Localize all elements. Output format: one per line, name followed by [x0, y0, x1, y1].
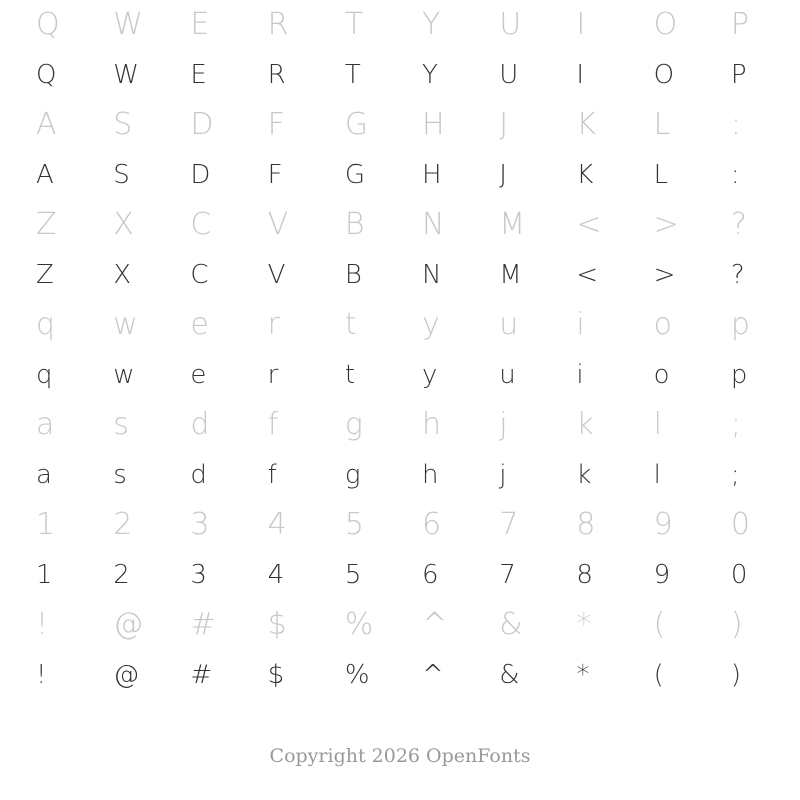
glyph-cell: #	[190, 607, 216, 642]
glyph-cell: ^	[422, 660, 444, 690]
glyph-cell: 9	[653, 507, 673, 542]
glyph-cell: I	[576, 60, 585, 90]
glyph-cell: K	[576, 107, 597, 142]
glyph-row	[14, 250, 786, 300]
glyph-cell: A	[36, 107, 57, 142]
glyph-cell: J	[499, 160, 507, 190]
glyph-cell: U	[499, 60, 519, 90]
glyph-cell: )	[730, 607, 743, 642]
copyright-notice: Copyright 2026 OpenFonts	[269, 745, 531, 767]
glyph-cell: 2	[113, 560, 130, 590]
glyph-row	[14, 300, 786, 350]
glyph-cell: T	[344, 7, 364, 42]
glyph-row	[14, 150, 786, 200]
glyph-cell: d	[190, 460, 207, 490]
glyph-cell: I	[576, 7, 586, 42]
glyph-cell: $	[267, 607, 287, 642]
glyph-cell: 0	[730, 507, 750, 542]
glyph-row	[14, 200, 786, 250]
glyph-cell: U	[499, 7, 522, 42]
glyph-row	[14, 500, 786, 550]
glyph-cell: M	[499, 260, 522, 290]
glyph-cell: !	[36, 607, 49, 642]
glyph-cell: @	[113, 660, 140, 690]
glyph-cell: i	[576, 307, 585, 342]
glyph-cell: %	[344, 660, 370, 690]
glyph-cell: 2	[113, 507, 133, 542]
glyph-cell: p	[730, 307, 750, 342]
glyph-cell: Q	[36, 60, 57, 90]
glyph-cell: $	[267, 660, 285, 690]
glyph-cell: F	[267, 107, 285, 142]
glyph-cell: P	[730, 60, 747, 90]
glyph-cell: p	[730, 360, 748, 390]
glyph-cell: D	[190, 107, 214, 142]
glyph-cell: s	[113, 407, 129, 442]
glyph-cell: 6	[422, 560, 439, 590]
glyph-cell: ?	[730, 207, 747, 242]
glyph-cell: K	[576, 160, 594, 190]
glyph-cell: q	[36, 307, 56, 342]
glyph-cell: B	[344, 207, 365, 242]
glyph-row	[14, 350, 786, 400]
glyph-row	[14, 450, 786, 500]
glyph-cell: B	[344, 260, 362, 290]
glyph-row	[14, 50, 786, 100]
glyph-row	[14, 600, 786, 650]
glyph-cell: X	[113, 207, 134, 242]
glyph-cell: N	[422, 207, 445, 242]
glyph-row	[14, 550, 786, 600]
glyph-row	[14, 400, 786, 450]
glyph-cell: L	[653, 107, 671, 142]
glyph-cell: a	[36, 407, 55, 442]
glyph-cell: E	[190, 60, 207, 90]
glyph-cell: w	[113, 307, 138, 342]
glyph-cell: P	[730, 7, 749, 42]
glyph-cell: 8	[576, 560, 593, 590]
glyph-row	[14, 650, 786, 700]
glyph-cell: h	[422, 407, 442, 442]
glyph-cell: *	[576, 607, 592, 642]
glyph-cell: Z	[36, 207, 57, 242]
glyph-cell: S	[113, 107, 133, 142]
glyph-cell: G	[344, 107, 369, 142]
glyph-cell: *	[576, 660, 590, 690]
glyph-cell: 1	[36, 560, 53, 590]
glyph-cell: >	[653, 207, 679, 242]
glyph-row	[14, 100, 786, 150]
glyph-cell: 0	[730, 560, 748, 590]
glyph-cell: l	[653, 460, 661, 490]
glyph-cell: r	[267, 307, 280, 342]
glyph-cell: 7	[499, 560, 516, 590]
glyph-cell: H	[422, 107, 445, 142]
glyph-cell: V	[267, 260, 286, 290]
glyph-cell: r	[267, 360, 279, 390]
glyph-cell: a	[36, 460, 52, 490]
glyph-cell: %	[344, 607, 374, 642]
glyph-cell: <	[576, 260, 599, 290]
glyph-cell: o	[653, 360, 670, 390]
glyph-cell: q	[36, 360, 53, 390]
glyph-cell: u	[499, 360, 516, 390]
glyph-cell: e	[190, 360, 207, 390]
glyph-cell: ?	[730, 260, 745, 290]
glyph-cell: Z	[36, 260, 54, 290]
glyph-cell: :	[730, 160, 740, 190]
glyph-cell: Y	[422, 60, 438, 90]
glyph-cell: d	[190, 407, 210, 442]
glyph-cell: k	[576, 407, 594, 442]
glyph-row	[14, 0, 786, 50]
glyph-cell: j	[499, 407, 508, 442]
glyph-cell: :	[730, 107, 741, 142]
glyph-cell: J	[499, 107, 509, 142]
glyph-cell: ;	[730, 460, 740, 490]
glyph-cell: 1	[36, 507, 56, 542]
glyph-cell: 4	[267, 507, 287, 542]
glyph-cell: X	[113, 260, 132, 290]
glyph-cell: O	[653, 60, 675, 90]
glyph-cell: L	[653, 160, 669, 190]
glyph-cell: ;	[730, 407, 741, 442]
glyph-cell: (	[653, 607, 666, 642]
glyph-cell: S	[113, 160, 130, 190]
glyph-cell: H	[422, 160, 442, 190]
glyph-cell: >	[653, 260, 676, 290]
glyph-cell: D	[190, 160, 211, 190]
glyph-cell: O	[653, 7, 678, 42]
glyph-cell: @	[113, 607, 144, 642]
glyph-cell: 3	[190, 507, 210, 542]
glyph-cell: V	[267, 207, 289, 242]
glyph-cell: t	[344, 360, 356, 390]
glyph-cell: R	[267, 60, 286, 90]
glyph-cell: 9	[653, 560, 671, 590]
glyph-cell: C	[190, 260, 209, 290]
glyph-cell: &	[499, 660, 520, 690]
glyph-cell: j	[499, 460, 507, 490]
glyph-cell: )	[730, 660, 741, 690]
glyph-cell: ^	[422, 607, 448, 642]
glyph-cell: G	[344, 160, 365, 190]
glyph-cell: Y	[422, 7, 441, 42]
glyph-cell: E	[190, 7, 210, 42]
glyph-cell: s	[113, 460, 127, 490]
glyph-cell: M	[499, 207, 526, 242]
glyph-cell: N	[422, 260, 442, 290]
glyph-cell: 5	[344, 507, 364, 542]
glyph-cell: k	[576, 460, 592, 490]
glyph-cell: 3	[190, 560, 207, 590]
glyph-cell: f	[267, 460, 277, 490]
glyph-cell: <	[576, 207, 602, 242]
glyph-cell: h	[422, 460, 439, 490]
glyph-cell: (	[653, 660, 664, 690]
glyph-cell: T	[344, 60, 361, 90]
glyph-cell: y	[422, 360, 438, 390]
glyph-cell: &	[499, 607, 523, 642]
glyph-cell: w	[113, 360, 135, 390]
glyph-cell: t	[344, 307, 357, 342]
glyph-cell: u	[499, 307, 519, 342]
glyph-cell: Q	[36, 7, 60, 42]
glyph-cell: f	[267, 407, 279, 442]
glyph-cell: C	[190, 207, 212, 242]
glyph-cell: #	[190, 660, 213, 690]
glyph-cell: !	[36, 660, 47, 690]
glyph-cell: g	[344, 460, 361, 490]
glyph-cell: e	[190, 307, 209, 342]
glyph-cell: 4	[267, 560, 285, 590]
glyph-cell: W	[113, 60, 139, 90]
glyph-cell: A	[36, 160, 54, 190]
glyph-cell: 5	[344, 560, 362, 590]
glyph-cell: i	[576, 360, 584, 390]
glyph-cell: R	[267, 7, 289, 42]
glyph-cell: l	[653, 407, 662, 442]
glyph-cell: F	[267, 160, 283, 190]
glyph-cell: g	[344, 407, 363, 442]
glyph-cell: o	[653, 307, 672, 342]
glyph-cell: W	[113, 7, 143, 42]
glyph-cell: 7	[499, 507, 519, 542]
glyph-cell: 6	[422, 507, 442, 542]
glyph-cell: y	[422, 307, 440, 342]
glyph-cell: 8	[576, 507, 596, 542]
